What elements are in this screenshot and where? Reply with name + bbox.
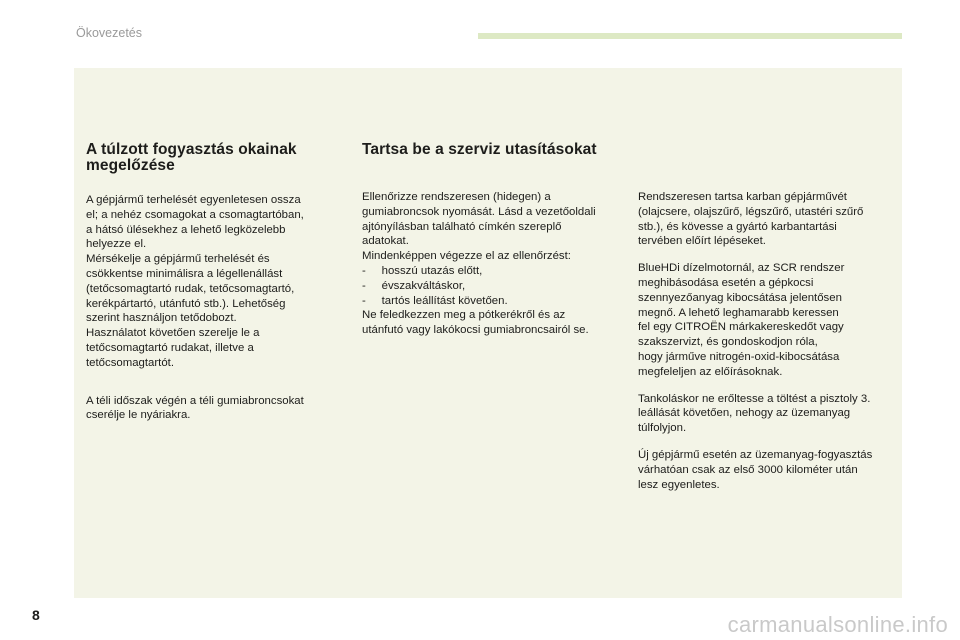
section-title: Ökovezetés bbox=[76, 26, 143, 40]
column-fuel-overconsumption bbox=[86, 142, 331, 423]
watermark: carmanualsonline.info bbox=[727, 612, 948, 637]
paragraph-tyre-pressure: Ellenőrizze rendszeresen (hidegen) a gumiabroncsok nyomását. Lásd a vezetőoldali ajtónyílásban található címkén szereplő adatokat. Mindenképpen végezze el az ellenőrzést: - hosszú utazás előtt, - évszakváltáskor, - tartós leállítást követően. Ne feledkezzen meg a pótkerékről és az utánfutó vagy lakókocsi gumiabroncsairól se. bbox=[362, 191, 596, 337]
page-number: 8 bbox=[32, 607, 40, 623]
header-accent-bar bbox=[478, 33, 902, 39]
column-service-instructions bbox=[362, 142, 624, 338]
paragraph-refuelling: Tankoláskor ne erőltesse a töltést a pisztoly 3. leállását követően, nehogy az üzemanyag túlfolyjon. bbox=[638, 392, 871, 435]
column-maintenance bbox=[638, 190, 900, 492]
paragraph-new-vehicle: Új gépjármű esetén az üzemanyag-fogyasztás várhatóan csak az első 3000 kilométer után lesz egyenletes. bbox=[638, 448, 873, 491]
paragraph-load: A gépjármű terhelését egyenletesen ossza el; a nehéz csomagokat a csomagtartóban, a hátsó ülésekhez a lehető legközelebb helyezze el. Mérsékelje a gépjármű terhelését és csökkentse minimálisra a légellenállást (tetőcsomagtartó rudak, tetőcsomagtartó, kerékpártartó, utánfutó stb.). Lehetőség szerint használjon tetődobozt. Használatot követően szerelje le a tetőcsomagtartó rudakat, illetve a tetőcsomagtartót. bbox=[86, 194, 304, 369]
heading-service: Tartsa be a szerviz utasításokat bbox=[362, 141, 597, 158]
paragraph-scr-system: BlueHDi dízelmotornál, az SCR rendszer meghibásodása esetén a gépkocsi szennyezőanyag kibocsátása jelentősen megnő. A lehető leghamarabb keressen fel egy CITROËN márkakereskedőt vagy szakszervizt, és gondoskodjon róla, hogy járműve nitrogén-oxid-kibocsátása megfeleljen az előírásoknak. bbox=[638, 262, 845, 378]
paragraph-winter-tyres: A téli időszak végén a téli gumiabroncsokat cserélje le nyáriakra. bbox=[86, 394, 304, 422]
heading-overconsumption: A túlzott fogyasztás okainak megelőzése bbox=[86, 141, 297, 174]
paragraph-maintenance: Rendszeresen tartsa karban gépjárművét (olajcsere, olajszűrő, légszűrő, utastéri szűrő stb.), és kövesse a gyártó karbantartási tervében előírt lépéseket. bbox=[638, 191, 864, 248]
